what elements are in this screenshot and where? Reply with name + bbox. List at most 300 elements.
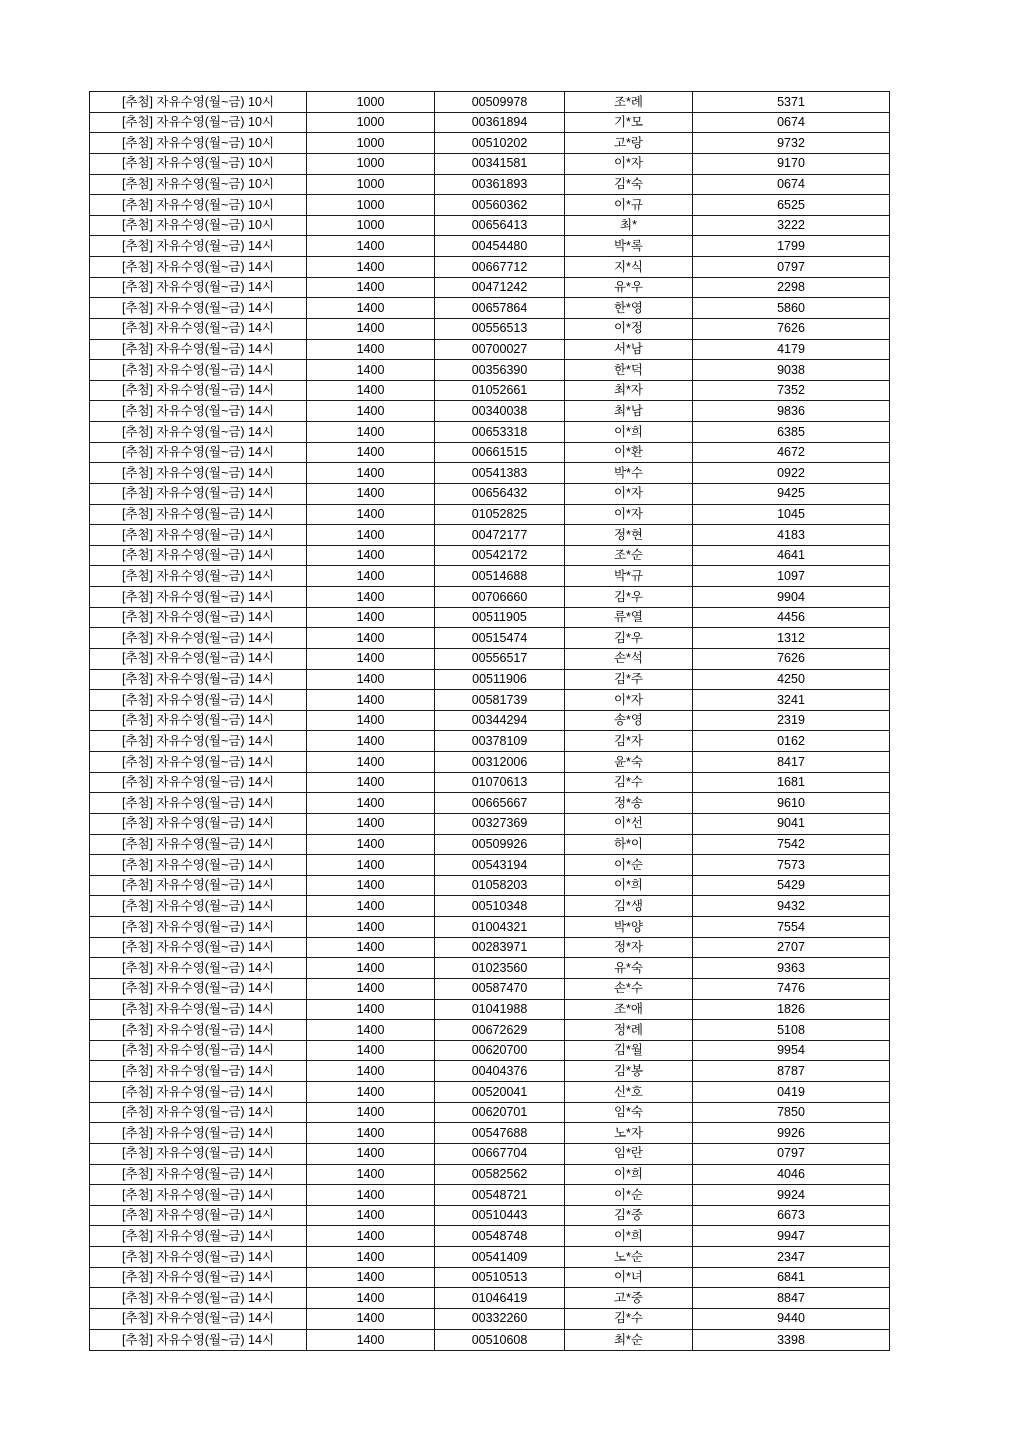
member-id-cell: 00541383 <box>435 463 565 484</box>
draw-number-cell: 9432 <box>693 896 890 917</box>
masked-name-cell: 노*순 <box>565 1247 693 1268</box>
table-row <box>90 1329 890 1351</box>
draw-number-cell: 7352 <box>693 380 890 401</box>
table-body <box>90 92 890 1351</box>
member-id-cell: 00510513 <box>435 1267 565 1288</box>
draw-number-cell: 9947 <box>693 1226 890 1247</box>
table-row <box>90 937 890 958</box>
table-row <box>90 525 890 546</box>
draw-number-cell: 9836 <box>693 401 890 422</box>
program-cell: [추첨] 자유수영(월~금) 14시 <box>90 483 307 504</box>
program-cell: [추첨] 자유수영(월~금) 14시 <box>90 1267 307 1288</box>
time-code-cell: 1400 <box>307 1020 435 1041</box>
table-row <box>90 153 890 174</box>
table-row <box>90 855 890 876</box>
time-code-cell: 1400 <box>307 566 435 587</box>
table-row <box>90 236 890 257</box>
masked-name-cell: 지*식 <box>565 257 693 278</box>
table-row <box>90 174 890 195</box>
member-id-cell: 00556517 <box>435 648 565 669</box>
time-code-cell: 1400 <box>307 1040 435 1061</box>
program-cell: [추첨] 자유수영(월~금) 14시 <box>90 463 307 484</box>
member-id-cell: 00543194 <box>435 855 565 876</box>
masked-name-cell: 최*자 <box>565 380 693 401</box>
draw-number-cell: 8847 <box>693 1288 890 1309</box>
draw-number-cell: 9041 <box>693 813 890 834</box>
masked-name-cell: 김*중 <box>565 1205 693 1226</box>
member-id-cell: 00378109 <box>435 731 565 752</box>
masked-name-cell: 김*우 <box>565 587 693 608</box>
table-row <box>90 195 890 216</box>
table-row <box>90 504 890 525</box>
draw-number-cell: 8417 <box>693 752 890 773</box>
draw-number-cell: 7850 <box>693 1102 890 1123</box>
masked-name-cell: 이*자 <box>565 690 693 711</box>
draw-number-cell: 6385 <box>693 422 890 443</box>
masked-name-cell: 정*현 <box>565 525 693 546</box>
program-cell: [추첨] 자유수영(월~금) 14시 <box>90 875 307 896</box>
time-code-cell: 1400 <box>307 999 435 1020</box>
time-code-cell: 1400 <box>307 834 435 855</box>
member-id-cell: 00582562 <box>435 1164 565 1185</box>
member-id-cell: 00560362 <box>435 195 565 216</box>
member-id-cell: 00340038 <box>435 401 565 422</box>
masked-name-cell: 최*순 <box>565 1329 693 1351</box>
table-row <box>90 772 890 793</box>
draw-number-cell: 1681 <box>693 772 890 793</box>
draw-number-cell: 0674 <box>693 112 890 133</box>
masked-name-cell: 이*희 <box>565 422 693 443</box>
program-cell: [추첨] 자유수영(월~금) 14시 <box>90 442 307 463</box>
masked-name-cell: 송*영 <box>565 710 693 731</box>
program-cell: [추첨] 자유수영(월~금) 10시 <box>90 112 307 133</box>
masked-name-cell: 이*선 <box>565 813 693 834</box>
member-id-cell: 00454480 <box>435 236 565 257</box>
table-row <box>90 731 890 752</box>
program-cell: [추첨] 자유수영(월~금) 14시 <box>90 1185 307 1206</box>
program-cell: [추첨] 자유수영(월~금) 14시 <box>90 628 307 649</box>
table-row <box>90 545 890 566</box>
member-id-cell: 01052825 <box>435 504 565 525</box>
program-cell: [추첨] 자유수영(월~금) 14시 <box>90 1205 307 1226</box>
member-id-cell: 00661515 <box>435 442 565 463</box>
masked-name-cell: 조*례 <box>565 92 693 113</box>
lottery-results-table <box>89 91 890 1351</box>
program-cell: [추첨] 자유수영(월~금) 14시 <box>90 1040 307 1061</box>
program-cell: [추첨] 자유수영(월~금) 14시 <box>90 752 307 773</box>
program-cell: [추첨] 자유수영(월~금) 14시 <box>90 236 307 257</box>
draw-number-cell: 9954 <box>693 1040 890 1061</box>
program-cell: [추첨] 자유수영(월~금) 14시 <box>90 298 307 319</box>
draw-number-cell: 9038 <box>693 360 890 381</box>
time-code-cell: 1400 <box>307 752 435 773</box>
member-id-cell: 00509926 <box>435 834 565 855</box>
time-code-cell: 1400 <box>307 587 435 608</box>
draw-number-cell: 9425 <box>693 483 890 504</box>
masked-name-cell: 이*희 <box>565 1226 693 1247</box>
table-row <box>90 1040 890 1061</box>
program-cell: [추첨] 자유수영(월~금) 14시 <box>90 855 307 876</box>
table-row <box>90 628 890 649</box>
draw-number-cell: 2707 <box>693 937 890 958</box>
member-id-cell: 01058203 <box>435 875 565 896</box>
program-cell: [추첨] 자유수영(월~금) 10시 <box>90 153 307 174</box>
masked-name-cell: 최*남 <box>565 401 693 422</box>
program-cell: [추첨] 자유수영(월~금) 14시 <box>90 1308 307 1329</box>
table-row <box>90 112 890 133</box>
program-cell: [추첨] 자유수영(월~금) 14시 <box>90 587 307 608</box>
draw-number-cell: 4046 <box>693 1164 890 1185</box>
masked-name-cell: 박*록 <box>565 236 693 257</box>
masked-name-cell: 임*숙 <box>565 1102 693 1123</box>
member-id-cell: 00520041 <box>435 1082 565 1103</box>
table-row <box>90 442 890 463</box>
time-code-cell: 1400 <box>307 525 435 546</box>
member-id-cell: 01004321 <box>435 917 565 938</box>
program-cell: [추첨] 자유수영(월~금) 14시 <box>90 318 307 339</box>
member-id-cell: 01070613 <box>435 772 565 793</box>
table-row <box>90 380 890 401</box>
member-id-cell: 00341581 <box>435 153 565 174</box>
time-code-cell: 1400 <box>307 648 435 669</box>
member-id-cell: 00515474 <box>435 628 565 649</box>
time-code-cell: 1400 <box>307 731 435 752</box>
time-code-cell: 1400 <box>307 1102 435 1123</box>
program-cell: [추첨] 자유수영(월~금) 14시 <box>90 648 307 669</box>
program-cell: [추첨] 자유수영(월~금) 14시 <box>90 257 307 278</box>
table-row <box>90 1082 890 1103</box>
draw-number-cell: 9924 <box>693 1185 890 1206</box>
draw-number-cell: 5860 <box>693 298 890 319</box>
time-code-cell: 1400 <box>307 607 435 628</box>
masked-name-cell: 이*순 <box>565 1185 693 1206</box>
program-cell: [추첨] 자유수영(월~금) 10시 <box>90 174 307 195</box>
time-code-cell: 1400 <box>307 422 435 443</box>
program-cell: [추첨] 자유수영(월~금) 14시 <box>90 1123 307 1144</box>
time-code-cell: 1400 <box>307 298 435 319</box>
draw-number-cell: 5429 <box>693 875 890 896</box>
program-cell: [추첨] 자유수영(월~금) 14시 <box>90 380 307 401</box>
program-cell: [추첨] 자유수영(월~금) 14시 <box>90 813 307 834</box>
masked-name-cell: 박*양 <box>565 917 693 938</box>
time-code-cell: 1400 <box>307 483 435 504</box>
draw-number-cell: 8787 <box>693 1061 890 1082</box>
masked-name-cell: 유*우 <box>565 277 693 298</box>
program-cell: [추첨] 자유수영(월~금) 14시 <box>90 1164 307 1185</box>
time-code-cell: 1400 <box>307 545 435 566</box>
member-id-cell: 00665667 <box>435 793 565 814</box>
draw-number-cell: 3398 <box>693 1329 890 1351</box>
program-cell: [추첨] 자유수영(월~금) 14시 <box>90 1329 307 1351</box>
table-row <box>90 566 890 587</box>
masked-name-cell: 손*수 <box>565 978 693 999</box>
program-cell: [추첨] 자유수영(월~금) 14시 <box>90 277 307 298</box>
draw-number-cell: 0797 <box>693 257 890 278</box>
masked-name-cell: 류*열 <box>565 607 693 628</box>
masked-name-cell: 기*모 <box>565 112 693 133</box>
time-code-cell: 1400 <box>307 669 435 690</box>
program-cell: [추첨] 자유수영(월~금) 14시 <box>90 1020 307 1041</box>
masked-name-cell: 고*랑 <box>565 133 693 154</box>
draw-number-cell: 7626 <box>693 648 890 669</box>
time-code-cell: 1400 <box>307 401 435 422</box>
program-cell: [추첨] 자유수영(월~금) 14시 <box>90 1082 307 1103</box>
draw-number-cell: 9170 <box>693 153 890 174</box>
time-code-cell: 1400 <box>307 690 435 711</box>
table-row <box>90 1123 890 1144</box>
time-code-cell: 1400 <box>307 813 435 834</box>
time-code-cell: 1000 <box>307 215 435 236</box>
masked-name-cell: 김*수 <box>565 1308 693 1329</box>
member-id-cell: 00510202 <box>435 133 565 154</box>
table-row <box>90 1288 890 1309</box>
draw-number-cell: 9904 <box>693 587 890 608</box>
masked-name-cell: 고*중 <box>565 1288 693 1309</box>
time-code-cell: 1400 <box>307 380 435 401</box>
time-code-cell: 1400 <box>307 875 435 896</box>
member-id-cell: 00587470 <box>435 978 565 999</box>
draw-number-cell: 6841 <box>693 1267 890 1288</box>
time-code-cell: 1400 <box>307 917 435 938</box>
time-code-cell: 1400 <box>307 628 435 649</box>
draw-number-cell: 3241 <box>693 690 890 711</box>
program-cell: [추첨] 자유수영(월~금) 14시 <box>90 1061 307 1082</box>
program-cell: [추첨] 자유수영(월~금) 14시 <box>90 525 307 546</box>
draw-number-cell: 0162 <box>693 731 890 752</box>
time-code-cell: 1400 <box>307 257 435 278</box>
time-code-cell: 1400 <box>307 1143 435 1164</box>
draw-number-cell: 6673 <box>693 1205 890 1226</box>
member-id-cell: 01046419 <box>435 1288 565 1309</box>
draw-number-cell: 2347 <box>693 1247 890 1268</box>
member-id-cell: 00547688 <box>435 1123 565 1144</box>
time-code-cell: 1400 <box>307 1123 435 1144</box>
member-id-cell: 00404376 <box>435 1061 565 1082</box>
masked-name-cell: 김*월 <box>565 1040 693 1061</box>
program-cell: [추첨] 자유수영(월~금) 14시 <box>90 834 307 855</box>
table-row <box>90 422 890 443</box>
member-id-cell: 00656432 <box>435 483 565 504</box>
table-row <box>90 690 890 711</box>
draw-number-cell: 1097 <box>693 566 890 587</box>
program-cell: [추첨] 자유수영(월~금) 14시 <box>90 999 307 1020</box>
program-cell: [추첨] 자유수영(월~금) 14시 <box>90 958 307 979</box>
masked-name-cell: 이*자 <box>565 504 693 525</box>
draw-number-cell: 7626 <box>693 318 890 339</box>
member-id-cell: 00514688 <box>435 566 565 587</box>
draw-number-cell: 7573 <box>693 855 890 876</box>
masked-name-cell: 유*숙 <box>565 958 693 979</box>
time-code-cell: 1400 <box>307 958 435 979</box>
time-code-cell: 1400 <box>307 339 435 360</box>
masked-name-cell: 김*수 <box>565 772 693 793</box>
time-code-cell: 1000 <box>307 92 435 113</box>
table-row <box>90 1205 890 1226</box>
draw-number-cell: 2298 <box>693 277 890 298</box>
time-code-cell: 1400 <box>307 772 435 793</box>
table-row <box>90 958 890 979</box>
draw-number-cell: 4250 <box>693 669 890 690</box>
draw-number-cell: 7542 <box>693 834 890 855</box>
program-cell: [추첨] 자유수영(월~금) 14시 <box>90 401 307 422</box>
masked-name-cell: 이*희 <box>565 1164 693 1185</box>
time-code-cell: 1400 <box>307 1308 435 1329</box>
draw-number-cell: 1799 <box>693 236 890 257</box>
table-row <box>90 1267 890 1288</box>
program-cell: [추첨] 자유수영(월~금) 14시 <box>90 772 307 793</box>
time-code-cell: 1400 <box>307 1185 435 1206</box>
draw-number-cell: 4456 <box>693 607 890 628</box>
time-code-cell: 1400 <box>307 1247 435 1268</box>
program-cell: [추첨] 자유수영(월~금) 14시 <box>90 896 307 917</box>
masked-name-cell: 윤*숙 <box>565 752 693 773</box>
program-cell: [추첨] 자유수영(월~금) 14시 <box>90 545 307 566</box>
member-id-cell: 00581739 <box>435 690 565 711</box>
masked-name-cell: 김*자 <box>565 731 693 752</box>
draw-number-cell: 2319 <box>693 710 890 731</box>
masked-name-cell: 김*우 <box>565 628 693 649</box>
table-row <box>90 587 890 608</box>
table-row <box>90 133 890 154</box>
member-id-cell: 00510348 <box>435 896 565 917</box>
member-id-cell: 00653318 <box>435 422 565 443</box>
masked-name-cell: 한*영 <box>565 298 693 319</box>
time-code-cell: 1400 <box>307 710 435 731</box>
table-row <box>90 607 890 628</box>
member-id-cell: 00548748 <box>435 1226 565 1247</box>
table-row <box>90 1102 890 1123</box>
member-id-cell: 00667712 <box>435 257 565 278</box>
member-id-cell: 00332260 <box>435 1308 565 1329</box>
draw-number-cell: 7476 <box>693 978 890 999</box>
time-code-cell: 1400 <box>307 937 435 958</box>
program-cell: [추첨] 자유수영(월~금) 10시 <box>90 215 307 236</box>
time-code-cell: 1400 <box>307 504 435 525</box>
masked-name-cell: 신*호 <box>565 1082 693 1103</box>
draw-number-cell: 4672 <box>693 442 890 463</box>
time-code-cell: 1000 <box>307 195 435 216</box>
table-row <box>90 1164 890 1185</box>
draw-number-cell: 1312 <box>693 628 890 649</box>
masked-name-cell: 김*주 <box>565 669 693 690</box>
member-id-cell: 00667704 <box>435 1143 565 1164</box>
draw-number-cell: 0419 <box>693 1082 890 1103</box>
draw-number-cell: 9610 <box>693 793 890 814</box>
draw-number-cell: 7554 <box>693 917 890 938</box>
masked-name-cell: 정*자 <box>565 937 693 958</box>
masked-name-cell: 박*수 <box>565 463 693 484</box>
time-code-cell: 1400 <box>307 236 435 257</box>
table-row <box>90 277 890 298</box>
member-id-cell: 00509978 <box>435 92 565 113</box>
masked-name-cell: 조*순 <box>565 545 693 566</box>
time-code-cell: 1400 <box>307 277 435 298</box>
table-row <box>90 669 890 690</box>
masked-name-cell: 한*덕 <box>565 360 693 381</box>
table-row <box>90 1226 890 1247</box>
time-code-cell: 1400 <box>307 1164 435 1185</box>
time-code-cell: 1400 <box>307 1226 435 1247</box>
member-id-cell: 00548721 <box>435 1185 565 1206</box>
time-code-cell: 1400 <box>307 1329 435 1351</box>
masked-name-cell: 이*순 <box>565 855 693 876</box>
draw-number-cell: 5371 <box>693 92 890 113</box>
member-id-cell: 00510608 <box>435 1329 565 1351</box>
time-code-cell: 1400 <box>307 793 435 814</box>
time-code-cell: 1400 <box>307 855 435 876</box>
member-id-cell: 01023560 <box>435 958 565 979</box>
time-code-cell: 1000 <box>307 133 435 154</box>
masked-name-cell: 손*석 <box>565 648 693 669</box>
masked-name-cell: 임*란 <box>565 1143 693 1164</box>
table-row <box>90 1185 890 1206</box>
program-cell: [추첨] 자유수영(월~금) 14시 <box>90 1226 307 1247</box>
program-cell: [추첨] 자유수영(월~금) 14시 <box>90 1247 307 1268</box>
masked-name-cell: 이*자 <box>565 483 693 504</box>
time-code-cell: 1400 <box>307 1288 435 1309</box>
member-id-cell: 00657864 <box>435 298 565 319</box>
draw-number-cell: 5108 <box>693 1020 890 1041</box>
table-row <box>90 917 890 938</box>
member-id-cell: 00620700 <box>435 1040 565 1061</box>
masked-name-cell: 정*송 <box>565 793 693 814</box>
time-code-cell: 1400 <box>307 463 435 484</box>
masked-name-cell: 조*애 <box>565 999 693 1020</box>
masked-name-cell: 이*정 <box>565 318 693 339</box>
table-row <box>90 339 890 360</box>
member-id-cell: 00344294 <box>435 710 565 731</box>
masked-name-cell: 하*이 <box>565 834 693 855</box>
draw-number-cell: 9363 <box>693 958 890 979</box>
program-cell: [추첨] 자유수영(월~금) 14시 <box>90 710 307 731</box>
table-row <box>90 896 890 917</box>
program-cell: [추첨] 자유수영(월~금) 14시 <box>90 566 307 587</box>
program-cell: [추첨] 자유수영(월~금) 14시 <box>90 731 307 752</box>
time-code-cell: 1000 <box>307 174 435 195</box>
member-id-cell: 00283971 <box>435 937 565 958</box>
member-id-cell: 00510443 <box>435 1205 565 1226</box>
draw-number-cell: 9926 <box>693 1123 890 1144</box>
program-cell: [추첨] 자유수영(월~금) 14시 <box>90 1288 307 1309</box>
draw-number-cell: 1826 <box>693 999 890 1020</box>
program-cell: [추첨] 자유수영(월~금) 14시 <box>90 422 307 443</box>
masked-name-cell: 이*녀 <box>565 1267 693 1288</box>
draw-number-cell: 9440 <box>693 1308 890 1329</box>
masked-name-cell: 정*례 <box>565 1020 693 1041</box>
table-row <box>90 360 890 381</box>
draw-number-cell: 1045 <box>693 504 890 525</box>
masked-name-cell: 이*규 <box>565 195 693 216</box>
masked-name-cell: 박*규 <box>565 566 693 587</box>
program-cell: [추첨] 자유수영(월~금) 14시 <box>90 504 307 525</box>
table-row <box>90 298 890 319</box>
table-row <box>90 1247 890 1268</box>
masked-name-cell: 김*생 <box>565 896 693 917</box>
member-id-cell: 00511906 <box>435 669 565 690</box>
member-id-cell: 00706660 <box>435 587 565 608</box>
draw-number-cell: 0674 <box>693 174 890 195</box>
time-code-cell: 1400 <box>307 318 435 339</box>
time-code-cell: 1000 <box>307 112 435 133</box>
member-id-cell: 00700027 <box>435 339 565 360</box>
masked-name-cell: 김*숙 <box>565 174 693 195</box>
member-id-cell: 00471242 <box>435 277 565 298</box>
member-id-cell: 00620701 <box>435 1102 565 1123</box>
time-code-cell: 1000 <box>307 153 435 174</box>
table-row <box>90 401 890 422</box>
draw-number-cell: 0922 <box>693 463 890 484</box>
program-cell: [추첨] 자유수영(월~금) 14시 <box>90 360 307 381</box>
